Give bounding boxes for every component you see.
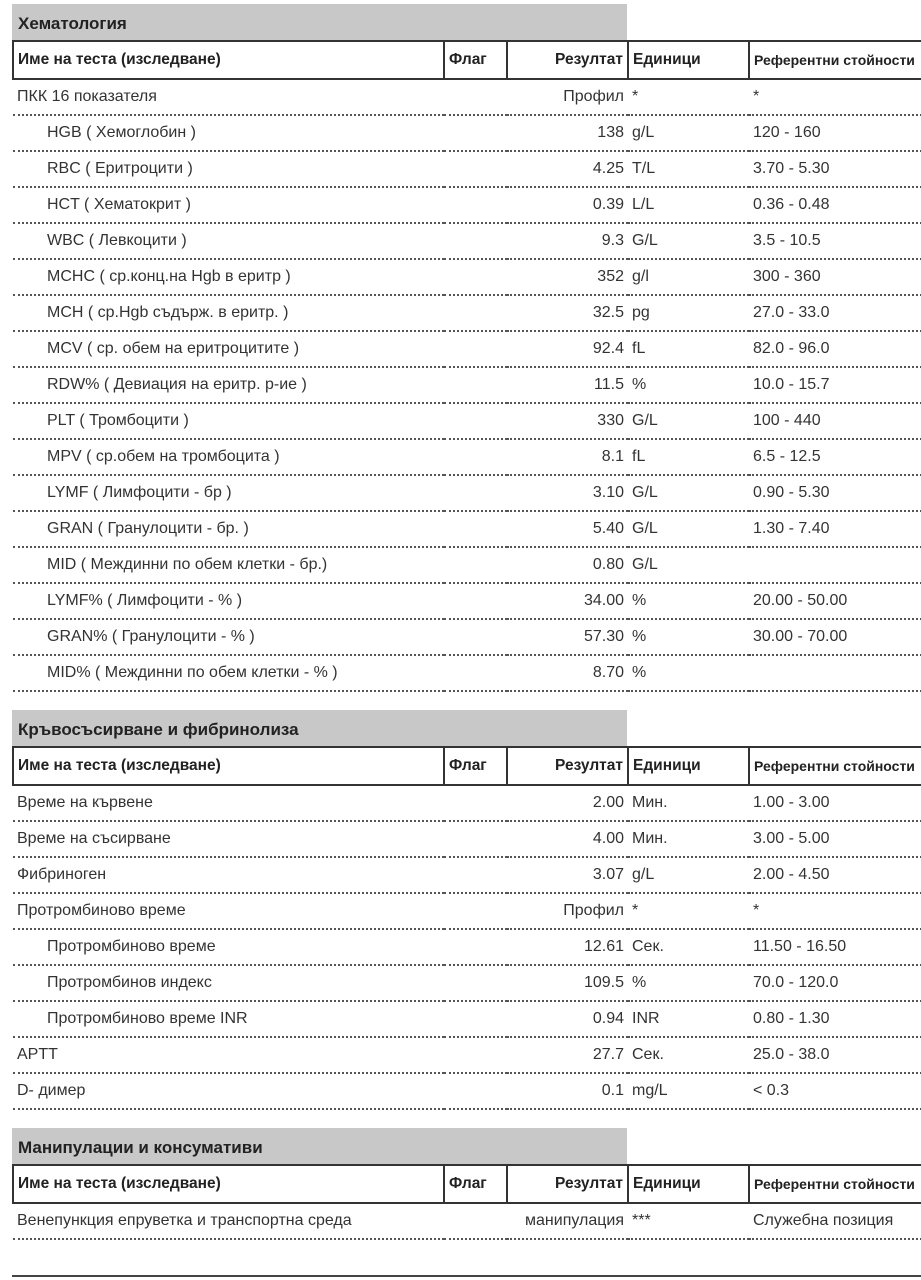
- cell-flag: [444, 583, 507, 619]
- cell-name: HCT ( Хематокрит ): [13, 187, 444, 223]
- cell-ref: 25.0 - 38.0: [749, 1037, 921, 1073]
- cell-name: WBC ( Левкоцити ): [13, 223, 444, 259]
- column-header-flag: Флаг: [444, 747, 507, 785]
- cell-result: 3.10: [507, 475, 628, 511]
- cell-ref: 1.00 - 3.00: [749, 785, 921, 821]
- cell-units: *: [628, 893, 749, 929]
- table-row: [13, 1073, 921, 1109]
- table-row: [13, 965, 921, 1001]
- cell-units: Сек.: [628, 929, 749, 965]
- cell-name: MCH ( ср.Hgb съдърж. в еритр. ): [13, 295, 444, 331]
- cell-flag: [444, 547, 507, 583]
- table-row: [13, 115, 921, 151]
- table-header-row: [13, 747, 921, 785]
- column-header-ref: Референтни стойности: [749, 41, 921, 79]
- cell-ref: *: [749, 893, 921, 929]
- cell-result: 352: [507, 259, 628, 295]
- column-header-ref: Референтни стойности: [749, 747, 921, 785]
- cell-flag: [444, 511, 507, 547]
- cell-name: MCHC ( ср.конц.на Hgb в еритр ): [13, 259, 444, 295]
- cell-result: 4.25: [507, 151, 628, 187]
- cell-flag: [444, 259, 507, 295]
- cell-ref: 82.0 - 96.0: [749, 331, 921, 367]
- table-header-row: [13, 41, 921, 79]
- cell-units: G/L: [628, 547, 749, 583]
- cell-result: 32.5: [507, 295, 628, 331]
- cell-result: манипулация: [507, 1203, 628, 1239]
- cell-units: *: [628, 79, 749, 115]
- cell-flag: [444, 331, 507, 367]
- cell-units: mg/L: [628, 1073, 749, 1109]
- cell-result: 5.40: [507, 511, 628, 547]
- cell-result: 11.5: [507, 367, 628, 403]
- cell-ref: 3.5 - 10.5: [749, 223, 921, 259]
- cell-name: MPV ( ср.обем на тромбоцита ): [13, 439, 444, 475]
- cell-flag: [444, 655, 507, 691]
- column-header-result: Резултат: [507, 1165, 628, 1203]
- cell-units: ***: [628, 1203, 749, 1239]
- cell-name: PLT ( Тромбоцити ): [13, 403, 444, 439]
- column-header-units: Единици: [628, 41, 749, 79]
- cell-ref: 27.0 - 33.0: [749, 295, 921, 331]
- cell-flag: [444, 367, 507, 403]
- table-row: [13, 1203, 921, 1239]
- cell-result: 3.07: [507, 857, 628, 893]
- cell-flag: [444, 403, 507, 439]
- cell-ref: [749, 655, 921, 691]
- table-row: [13, 655, 921, 691]
- cell-units: g/l: [628, 259, 749, 295]
- cell-units: G/L: [628, 511, 749, 547]
- cell-result: 8.70: [507, 655, 628, 691]
- cell-flag: [444, 1001, 507, 1037]
- cell-ref: 70.0 - 120.0: [749, 965, 921, 1001]
- cell-result: 92.4: [507, 331, 628, 367]
- table-row: [13, 187, 921, 223]
- cell-flag: [444, 893, 507, 929]
- cell-result: 9.3: [507, 223, 628, 259]
- cell-units: G/L: [628, 475, 749, 511]
- cell-name: MCV ( ср. обем на еритроцитите ): [13, 331, 444, 367]
- section-title: Хематология: [12, 4, 627, 40]
- cell-units: fL: [628, 331, 749, 367]
- table-row: [13, 857, 921, 893]
- cell-units: Сек.: [628, 1037, 749, 1073]
- cell-name: HGB ( Хемоглобин ): [13, 115, 444, 151]
- table-row: [13, 583, 921, 619]
- cell-name: D- димер: [13, 1073, 444, 1109]
- column-header-name: Име на теста (изследване): [13, 747, 444, 785]
- cell-name: Протромбинов индекс: [13, 965, 444, 1001]
- column-header-flag: Флаг: [444, 1165, 507, 1203]
- table-row: [13, 785, 921, 821]
- cell-flag: [444, 965, 507, 1001]
- cell-name: LYMF ( Лимфоцити - бр ): [13, 475, 444, 511]
- cell-name: LYMF% ( Лимфоцити - % ): [13, 583, 444, 619]
- cell-flag: [444, 619, 507, 655]
- cell-units: Мин.: [628, 785, 749, 821]
- table-row: [13, 929, 921, 965]
- cell-ref: 1.30 - 7.40: [749, 511, 921, 547]
- column-header-units: Единици: [628, 1165, 749, 1203]
- table-row: [13, 223, 921, 259]
- column-header-result: Резултат: [507, 747, 628, 785]
- cell-units: %: [628, 583, 749, 619]
- cell-ref: 0.80 - 1.30: [749, 1001, 921, 1037]
- results-table: [12, 1164, 921, 1240]
- cell-ref: 0.90 - 5.30: [749, 475, 921, 511]
- cell-name: RDW% ( Девиация на еритр. р-ие ): [13, 367, 444, 403]
- table-row: [13, 893, 921, 929]
- column-header-units: Единици: [628, 747, 749, 785]
- cell-units: fL: [628, 439, 749, 475]
- cell-ref: 20.00 - 50.00: [749, 583, 921, 619]
- cell-flag: [444, 115, 507, 151]
- cell-ref: *: [749, 79, 921, 115]
- cell-name: MID% ( Междинни по обем клетки - % ): [13, 655, 444, 691]
- cell-units: Мин.: [628, 821, 749, 857]
- results-table: [12, 40, 921, 692]
- cell-flag: [444, 151, 507, 187]
- cell-name: Протромбиново време INR: [13, 1001, 444, 1037]
- column-header-result: Резултат: [507, 41, 628, 79]
- cell-units: %: [628, 965, 749, 1001]
- cell-flag: [444, 223, 507, 259]
- cell-result: 2.00: [507, 785, 628, 821]
- cell-name: Протромбиново време: [13, 893, 444, 929]
- cell-name: MID ( Междинни по обем клетки - бр.): [13, 547, 444, 583]
- cell-units: T/L: [628, 151, 749, 187]
- cell-ref: 100 - 440: [749, 403, 921, 439]
- table-row: [13, 475, 921, 511]
- cell-flag: [444, 439, 507, 475]
- section-title: Кръвосъсирване и фибринолиза: [12, 710, 627, 746]
- cell-flag: [444, 1073, 507, 1109]
- column-header-name: Име на теста (изследване): [13, 1165, 444, 1203]
- cell-ref: Служебна позиция: [749, 1203, 921, 1239]
- column-header-name: Име на теста (изследване): [13, 41, 444, 79]
- cell-name: Фибриноген: [13, 857, 444, 893]
- cell-name: RBC ( Еритроцити ): [13, 151, 444, 187]
- cell-flag: [444, 857, 507, 893]
- cell-result: 0.1: [507, 1073, 628, 1109]
- cell-result: 27.7: [507, 1037, 628, 1073]
- cell-ref: 3.00 - 5.00: [749, 821, 921, 857]
- cell-ref: 11.50 - 16.50: [749, 929, 921, 965]
- cell-result: Профил: [507, 893, 628, 929]
- cell-units: %: [628, 367, 749, 403]
- cell-ref: < 0.3: [749, 1073, 921, 1109]
- cell-flag: [444, 785, 507, 821]
- cell-flag: [444, 475, 507, 511]
- cell-result: 57.30: [507, 619, 628, 655]
- column-header-flag: Флаг: [444, 41, 507, 79]
- cell-name: Протромбиново време: [13, 929, 444, 965]
- table-row: [13, 1037, 921, 1073]
- cell-name: Време на съсирване: [13, 821, 444, 857]
- cell-result: 0.94: [507, 1001, 628, 1037]
- cell-flag: [444, 1203, 507, 1239]
- cell-units: g/L: [628, 857, 749, 893]
- table-row: [13, 151, 921, 187]
- cell-ref: [749, 547, 921, 583]
- cell-result: 0.80: [507, 547, 628, 583]
- cell-result: 34.00: [507, 583, 628, 619]
- cell-flag: [444, 929, 507, 965]
- cell-result: 330: [507, 403, 628, 439]
- cell-units: G/L: [628, 223, 749, 259]
- cell-units: g/L: [628, 115, 749, 151]
- cell-units: L/L: [628, 187, 749, 223]
- cell-ref: 120 - 160: [749, 115, 921, 151]
- cell-flag: [444, 79, 507, 115]
- cell-ref: 300 - 360: [749, 259, 921, 295]
- table-row: [13, 821, 921, 857]
- cell-name: GRAN ( Гранулоцити - бр. ): [13, 511, 444, 547]
- cell-name: GRAN% ( Гранулоцити - % ): [13, 619, 444, 655]
- cell-result: 4.00: [507, 821, 628, 857]
- table-row: [13, 403, 921, 439]
- cell-units: %: [628, 655, 749, 691]
- document-end-divider: [12, 1275, 921, 1277]
- cell-ref: 2.00 - 4.50: [749, 857, 921, 893]
- cell-name: Време на кървене: [13, 785, 444, 821]
- table-row: [13, 547, 921, 583]
- cell-ref: 3.70 - 5.30: [749, 151, 921, 187]
- cell-units: INR: [628, 1001, 749, 1037]
- cell-result: 8.1: [507, 439, 628, 475]
- cell-result: 0.39: [507, 187, 628, 223]
- cell-flag: [444, 1037, 507, 1073]
- cell-units: %: [628, 619, 749, 655]
- cell-name: ПКК 16 показателя: [13, 79, 444, 115]
- table-row: [13, 259, 921, 295]
- cell-ref: 10.0 - 15.7: [749, 367, 921, 403]
- cell-ref: 6.5 - 12.5: [749, 439, 921, 475]
- table-row: [13, 331, 921, 367]
- section-title: Манипулации и консумативи: [12, 1128, 627, 1164]
- cell-result: 109.5: [507, 965, 628, 1001]
- cell-name: APTT: [13, 1037, 444, 1073]
- cell-flag: [444, 295, 507, 331]
- column-header-ref: Референтни стойности: [749, 1165, 921, 1203]
- table-row: [13, 295, 921, 331]
- cell-flag: [444, 187, 507, 223]
- table-row: [13, 79, 921, 115]
- table-row: [13, 1001, 921, 1037]
- cell-ref: 0.36 - 0.48: [749, 187, 921, 223]
- cell-name: Венепункция епруветка и транспортна среда: [13, 1203, 444, 1239]
- cell-result: 12.61: [507, 929, 628, 965]
- table-row: [13, 511, 921, 547]
- cell-ref: 30.00 - 70.00: [749, 619, 921, 655]
- table-header-row: [13, 1165, 921, 1203]
- cell-units: pg: [628, 295, 749, 331]
- cell-flag: [444, 821, 507, 857]
- cell-result: 138: [507, 115, 628, 151]
- results-table: [12, 746, 921, 1110]
- table-row: [13, 619, 921, 655]
- cell-result: Профил: [507, 79, 628, 115]
- cell-units: G/L: [628, 403, 749, 439]
- table-row: [13, 367, 921, 403]
- table-row: [13, 439, 921, 475]
